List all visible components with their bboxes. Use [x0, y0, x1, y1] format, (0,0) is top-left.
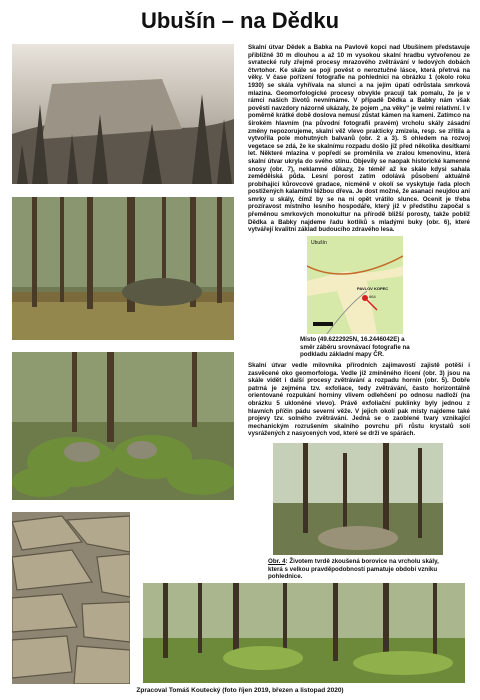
- body-paragraph-1-text: Skalní útvar Dědek a Babka na Pavlově kopci nad Ubušínem představuje přibližně 30 m dlouhou a až 10 m vysokou skalní hradbu vytvořenou ze svratecké ruly zřejmě procesy mrazového zvětrávání v ledových dobách čtvrtohor. Ke skále se pojí pověst o neroztučné lásce, která přetrvá na věky. V čase pořízení fotografie na pohlednici na obrázku 1 (okolo roku 1930) se skála vyhřívala na slunci a na jejím úpatí odrůstala smrková mlazina. Geomorfologické procesy obvykle pracují tak pomalu, že je v rámci našich životů nevnímáme. V případě Dědka a Babky nám však pověsti navzdory názorně ukázaly, že pojem „na věky" je velmi relativní. I v poměrně krátké době doslova nemusí zůstat kámen na kameni. Zatímco na širokém hlavním (na původní fotografii pravém) vrcholu skály zásadní změny nepozorujeme, skalní věž vlevo prakticky zmizela, resp. se zřítila a vytvořila pole mohutných balvanů (obr. 2 a 3). S ohledem na rozvoj vegetace se zdá, že ke skalnímu rozpadu došlo již před několika desítkami let. Některé mlazina v popředí se proměnila ve zralou kmenovinu, která skalní útvar ukryla do svého stínu. Objevily se naopak historické kamenné snosy (obr. 7), neklamné důkazy, že téměř až ke skále kdysi sahala zemědělská půda. Lesní porost zatím odolává působení aktuálně probíhající kůrovcové gradace, nicméně v okolí se vyskytuje řada ploch postižených kalamitní těžbou dřeva. Je dost možné, že asanaci neujdou ani smrky u skály, čímž by se na ni opět vrátilo slunce. Ocenit je třeba prozíravost místního lesního hospodáře, který již v předstihu započal s přeměnou smrkových monokultur na přírodě bližší porosty, takže poblíž Dědka a Babky najdeme řadu kotlíků s mladými buky (obr. 6), které vytvářejí kvalitní základ budoucího zdravého lesa.: [248, 44, 470, 234]
- beech-forest-photo-6: [143, 583, 465, 683]
- rock-face-photo-5: [12, 512, 130, 684]
- page-title: Ubušín – na Dědku: [140, 8, 340, 33]
- fig4-caption-text: : Životem tvrdě zkoušená borovice na vrcholu skály, která s velkou pravděpodobností pamatuje období vzniku pohlednice.: [268, 558, 439, 581]
- map-label-field: PAVLOV KOPEC: [357, 286, 389, 291]
- postcard-photo: [12, 44, 234, 184]
- footer-credit: Zpracoval Tomáš Koutecký (foto říjen 2019, březen a listopad 2020): [136, 687, 344, 694]
- location-map: [307, 236, 403, 334]
- forest-photo-2: [12, 197, 234, 340]
- body-paragraph-2: [248, 362, 470, 438]
- fig4-link[interactable]: Obr. 4: [268, 558, 286, 565]
- pine-photo-4: [273, 443, 443, 555]
- body-paragraph-2-text: Skalní útvar vedle milovníka přírodních zajímavostí zajistě potěší i zasvěcené oko geomorfologa. Vedle již zmíněného řícení (obr. 3) jsou na skále vidět i další procesy zvětrávání a rozpadu hornin (obr. 5). Dobře patrná je zejména tzv. exfoliace, tedy zvětrávání, často horizontálně orientované rozpukání horniny vlivem odlehčení po odnosu nadloží (na obrázku 5 ukloněné vlevo). Právě exfoliační puklinky byly jednou z hlavních příčin pádu severní věže. V jejich okolí pak místy najdeme také projevy tzv. solného zvětrávání. Jedná se o zaoblené tvary vznikající mechanickým rozrušením skalního povrchu při růstu krystalů solí vysrážených z nasycených vod, které se drží ve spárách.: [248, 362, 470, 438]
- fig4-caption: [268, 558, 450, 581]
- map-label-top: Ubušín: [311, 240, 327, 246]
- body-paragraph-1: [248, 44, 470, 234]
- map-caption: Místo (49.6222925N, 16.2446042E) a směr záběru srovnávací fotografie na podkladu základní mapy ČR.: [300, 336, 410, 359]
- boulders-photo-3: [12, 352, 234, 500]
- map-label-elevation: 664: [369, 294, 376, 299]
